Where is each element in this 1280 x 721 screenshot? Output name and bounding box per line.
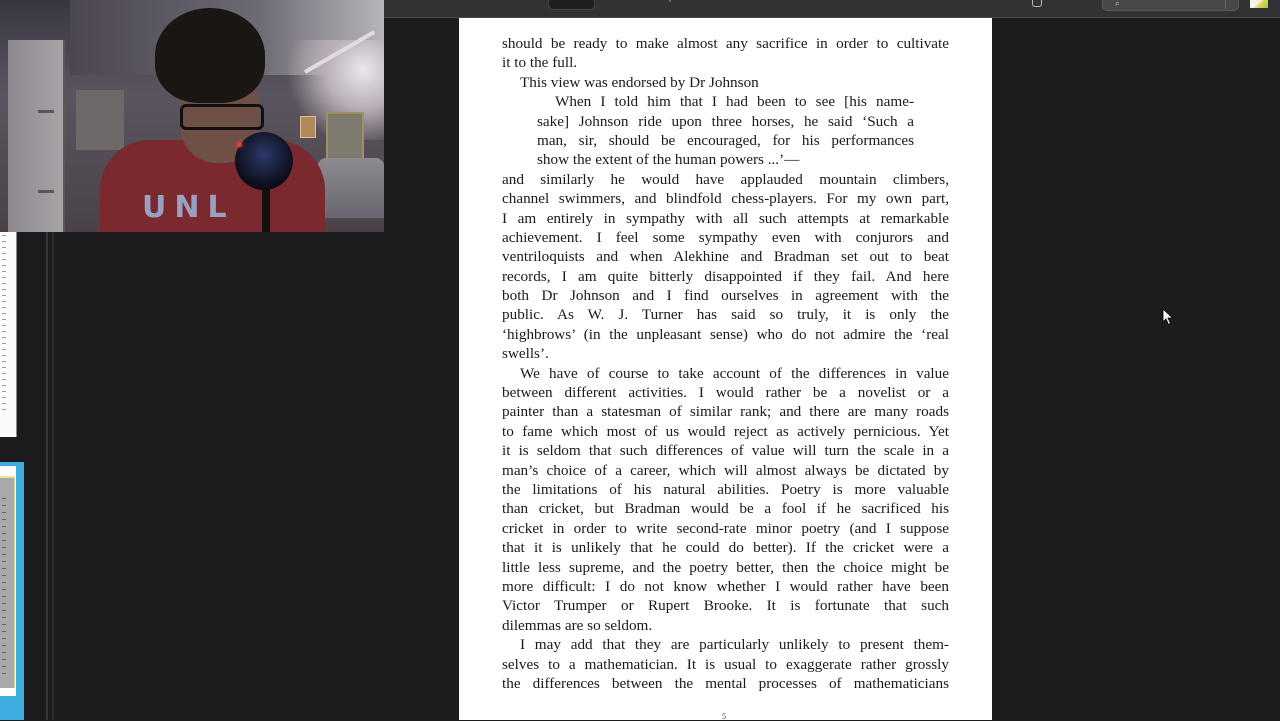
text-line: the differences between the mental processes of mathematicians bbox=[502, 674, 949, 692]
text-line: ventriloquists and when Alekhine and Bradman set out to beat bbox=[502, 248, 949, 266]
text-line: should be ready to make almost any sacrifice in order to cultivate bbox=[502, 35, 949, 52]
page-thumbnail[interactable] bbox=[0, 225, 17, 437]
text-line: public. As W. J. Turner has said so truly, it is only the bbox=[502, 306, 949, 324]
text-line: it to the full. bbox=[502, 54, 578, 72]
thumbnail-text-lines bbox=[2, 498, 6, 678]
toolbar-segment-button[interactable] bbox=[548, 0, 595, 10]
app-icon[interactable] bbox=[1250, 0, 1268, 8]
webcam-cabinet-handle bbox=[38, 110, 54, 113]
quote-line: show the extent of the human powers ...’— bbox=[537, 151, 800, 169]
search-input[interactable] bbox=[1102, 0, 1239, 11]
text-line: more difficult: I do not know whether I would rather have been bbox=[502, 577, 949, 595]
text-line: than cricket, but Bradman would be a fool if he sacrificed his bbox=[502, 500, 949, 518]
page-number: 5 bbox=[722, 712, 726, 721]
thumbnail-page-image bbox=[0, 476, 15, 688]
text-line: achievement. I feel some sympathy even with conjurors and bbox=[502, 228, 949, 246]
webcam-door bbox=[76, 90, 124, 150]
text-line: I may add that they are particularly unlikely to present them- bbox=[520, 636, 949, 654]
text-line: ‘highbrows’ (in the unpleasant sense) who do not admire the ‘real bbox=[502, 325, 949, 343]
text-line: little less supreme, and the poetry better, then the choice might be bbox=[502, 558, 949, 576]
paragraph-intro bbox=[502, 34, 949, 73]
paragraph-2 bbox=[502, 364, 949, 635]
share-icon[interactable] bbox=[1032, 0, 1042, 7]
webcam-person-glasses bbox=[180, 104, 264, 130]
text-line: records, I am quite bitterly disappointed if they fail. And here bbox=[502, 267, 949, 285]
thumbnail-text-lines bbox=[2, 235, 6, 415]
text-line: Victor Trumper or Rupert Brooke. It is fortunate that such bbox=[502, 597, 949, 615]
quote-line: sake] Johnson ride upon three horses, he said ‘Such a bbox=[537, 112, 914, 130]
page-thumbnail-selected[interactable] bbox=[0, 466, 16, 696]
webcam-picture-frame bbox=[300, 116, 316, 138]
text-line: to fame which most of us would reject as actively pernicious. Yet bbox=[502, 422, 949, 440]
webcam-filing-cabinet bbox=[8, 40, 65, 232]
webcam-overlay bbox=[0, 0, 384, 232]
text-line: This view was endorsed by Dr Johnson bbox=[520, 73, 759, 91]
search-icon: ⌕ bbox=[1115, 0, 1120, 8]
webcam-bed bbox=[318, 158, 384, 218]
document-page bbox=[459, 18, 992, 720]
text-line: painter than a statesman of similar rank; and there are many roads bbox=[502, 403, 949, 421]
webcam-microphone-stand bbox=[262, 185, 270, 232]
search-separator bbox=[1225, 0, 1226, 9]
paragraph-1 bbox=[502, 170, 949, 364]
webcam-cabinet-handle bbox=[38, 190, 54, 193]
webcam-person-hair bbox=[155, 8, 265, 103]
text-line: cricket in order to write second-rate minor poetry (and I suppose bbox=[502, 519, 949, 537]
webcam-picture-frame bbox=[326, 112, 364, 162]
text-line: that it is unlikely that he could do better). If the cricket were a bbox=[502, 539, 949, 557]
page-body-text bbox=[502, 34, 949, 693]
toolbar-separator bbox=[669, 0, 671, 2]
mouse-cursor-icon bbox=[1162, 308, 1174, 326]
text-line: man’s choice of a career, which will almost always be dictated by bbox=[502, 461, 949, 479]
text-line: channel swimmers, and blindfold chess-players. For my own part, bbox=[502, 190, 949, 208]
text-line: it is seldom that such differences of value will turn the scale in a bbox=[502, 442, 949, 460]
quote-line: When I told him that I had been to see [his name- bbox=[555, 93, 914, 111]
text-line: between different activities. I would rather be a novelist or a bbox=[502, 384, 949, 402]
text-line: both Dr Johnson and I find ourselves in agreement with the bbox=[502, 287, 949, 305]
webcam-microphone bbox=[235, 132, 293, 190]
text-line: swells’. bbox=[502, 345, 549, 363]
text-line: the limitations of his natural abilities. Poetry is more valuable bbox=[502, 480, 949, 498]
text-line: and similarly he would have applauded mountain climbers, bbox=[502, 170, 949, 188]
text-line: selves to a mathematician. It is usual to exaggerate rather grossly bbox=[502, 655, 949, 673]
text-line: We have of course to take account of the differences in value bbox=[520, 364, 949, 382]
webcam-mic-led bbox=[237, 142, 242, 147]
webcam-shirt-text: UNL bbox=[142, 190, 235, 225]
text-line: I am entirely in sympathy with all such attempts at remarkable bbox=[502, 209, 949, 227]
paragraph-3 bbox=[502, 635, 949, 693]
quote-line: man, sir, should be encouraged, for his performances bbox=[537, 131, 914, 149]
block-quote bbox=[502, 92, 914, 170]
text-line: dilemmas are so seldom. bbox=[502, 616, 653, 634]
